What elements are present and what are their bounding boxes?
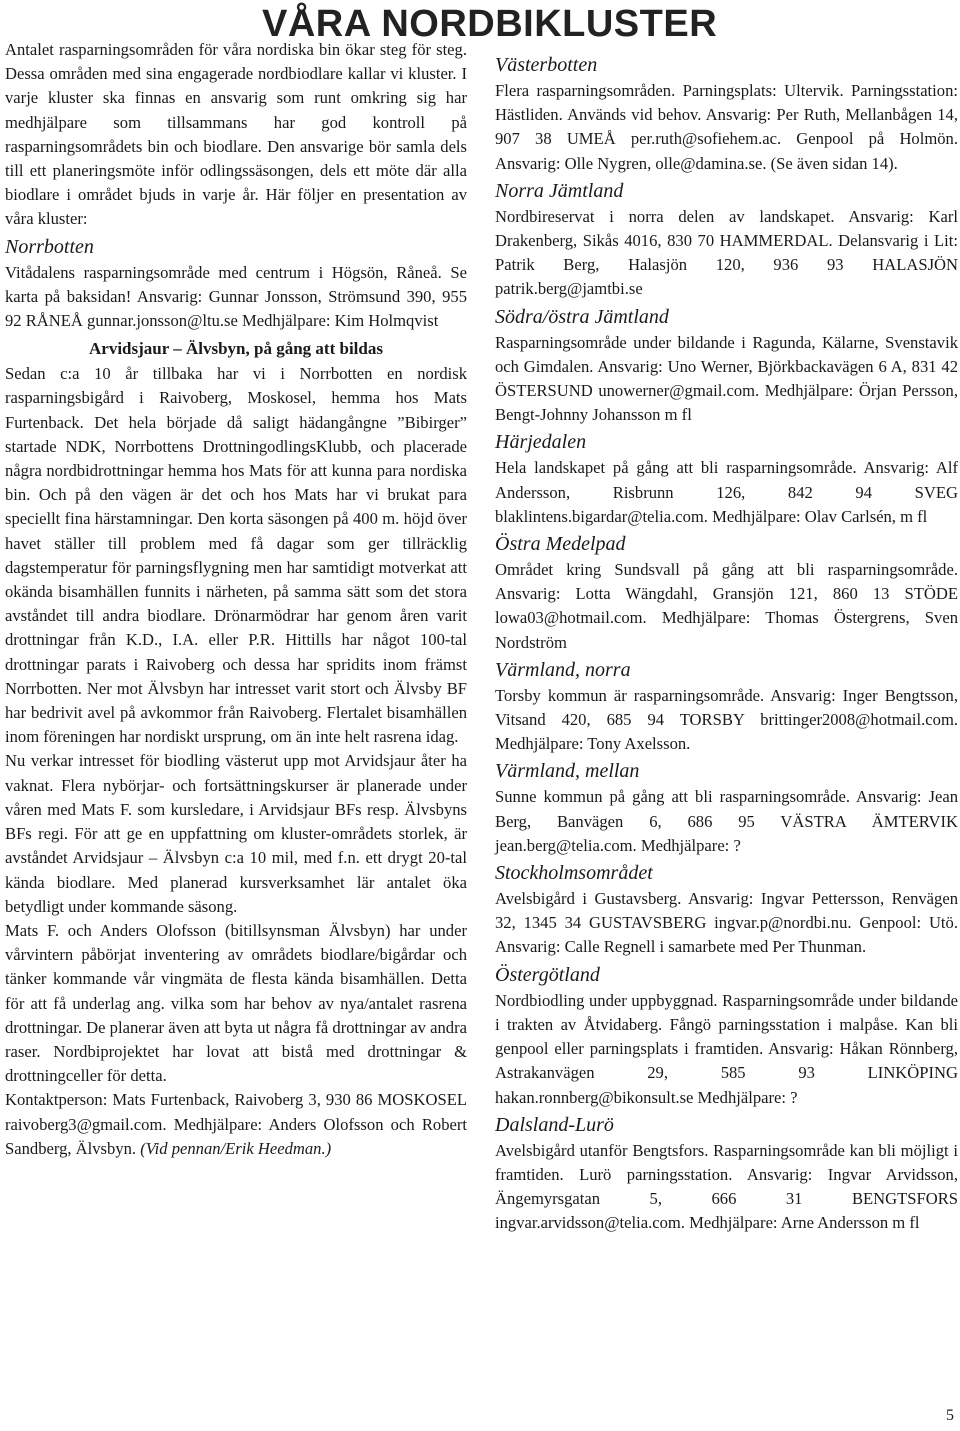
left-column xyxy=(5,38,467,1161)
inventory-paragraph: Mats F. och Anders Olofsson (bitillsynsman Älvsbyn) har under vårvintern påbörjat inventering av områdets biodlare/bigårdar och tänker kommande vår vingmäta de flesta kända bisamhällen. Detta för att få underlag ang. vilka som har behov av nya/antalet rasrena drottningar. De planerar även att byta ut några få drottningar av andra raser. Nordbiprojektet har lovat att bistå med drottningar & drottningceller för detta. xyxy=(5,920,467,1086)
section-heading-dalsland-luro: Dalsland-Lurö xyxy=(495,1113,614,1136)
section-text-ostra-medelpad: Området kring Sundsvall på gång att bli rasparningsområde. Ansvarig: Lotta Wängdahl, Gransjön 121, 860 13 STÖDE lowa03@hotmail.com. Medhjälpare: Thomas Östergrens, Sven Nordström xyxy=(495,560,958,652)
section-heading-varmland-norra: Värmland, norra xyxy=(495,658,631,681)
signature: (Vid pennan/Erik Heedman.) xyxy=(140,1138,332,1158)
section-text-varmland-mellan: Sunne kommun på gång att bli rasparningsområde. Ansvarig: Jean Berg, Banvägen 6, 686 95 VÄSTRA ÄMTERVIK jean.berg@telia.com. Medhjälpare: ? xyxy=(495,787,958,855)
section-heading-sodra-ostra-jamtland: Södra/östra Jämtland xyxy=(495,305,669,328)
section-text-harjedalen: Hela landskapet på gång att bli rasparningsområde. Ansvarig: Alf Andersson, Risbrunn 126, 842 94 SVEG blaklintens.bigardar@telia.com. Medhjälpare: Olav Carlsén, m fl xyxy=(495,458,958,526)
section-text-ostergotland: Nordbiodling under uppbyggnad. Rasparningsområde under bildande i trakten av Åtvidaberg. Fångö parningsstation i malpåse. Kan bli genpool eller parningsplats i framtiden. Ansvarig: Håkan Rönnberg, Astrakanvägen 29, 585 93 LINKÖPING hakan.ronnberg@bikonsult.se Medhjälpare: ? xyxy=(495,990,958,1107)
norrbotten-paragraph: Vitådalens rasparningsområde med centrum i Högsön, Råneå. Se karta på baksidan! Ansvarig: Gunnar Jonsson, Strömsund 390, 955 92 RÅNEÅ gunnar.jonsson@ltu.se Medhjälpare: Kim Holmqvist xyxy=(5,262,467,331)
right-column xyxy=(495,52,958,1236)
section-heading-norra-jamtland: Norra Jämtland xyxy=(495,179,624,202)
section-text-norra-jamtland: Nordbireservat i norra delen av landskapet. Ansvarig: Karl Drakenberg, Sikås 4016, 830 70 HAMMERDAL. Delansvarig i Lit: Patrik Berg, Halasjön 120, 936 93 HALASJÖN patrik.berg@jamtbi.se xyxy=(495,206,958,299)
intro-paragraph: Antalet rasparningsområden för våra nordiska bin ökar steg för steg. Dessa områden med sina engagerade nordbiodlare kallar vi kluster. I varje kluster ska finnas en ansvarig som runt omkring sig har medhjälpare som tillsammans har god kontroll på rasparningsområdets bin och biodlare. Den ansvarige bör samla dels till ett planeringsmöte inför odlingssäsongen, dels ett möte där alla biodlare i området bjuds in varje år. Här följer en presentation av våra kluster: xyxy=(5,40,467,229)
section-text-vasterbotten: Flera rasparningsområden. Parningsplats: Ultervik. Parningsstation: Hästliden. Används vid behov. Ansvarig: Per Ruth, Mellanbågen 14, 907 38 UMEÅ per.ruth@sofiehem.ac. Genpool på Holmön. Ansvarig: Olle Nygren, olle@damina.se. (Se även sidan 14). xyxy=(495,81,958,173)
section-heading-ostergotland: Östergötland xyxy=(495,963,600,986)
norrbotten-heading: Norrbotten xyxy=(5,235,94,258)
section-heading-stockholmsomradet: Stockholmsområdet xyxy=(495,862,653,885)
section-text-dalsland-luro: Avelsbigård utanför Bengtsfors. Rasparningsområde kan bli möjligt i framtiden. Lurö parningsstation. Ansvarig: Ingvar Arvidsson, Ängemyrsgatan 5, 666 31 BENGTSFORS ingvar.arvidsson@telia.com. Medhjälpare: Arne Andersson m fl xyxy=(495,1140,958,1233)
section-heading-ostra-medelpad: Östra Medelpad xyxy=(495,533,626,556)
page-number: 5 xyxy=(946,1407,954,1424)
contact-text: Kontaktperson: Mats Furtenback, Raivoberg 3, 930 86 MOSKOSEL raivoberg3@gmail.com. Medhjälpare: Anders Olofsson och Robert Sandberg, Älvsbyn. xyxy=(5,1090,467,1158)
page-title: VÅRA NORDBIKLUSTER xyxy=(262,3,718,45)
section-heading-varmland-mellan: Värmland, mellan xyxy=(495,760,640,783)
contact-paragraph xyxy=(5,1088,467,1161)
section-heading-vasterbotten: Västerbotten xyxy=(495,54,598,76)
section-heading-harjedalen: Härjedalen xyxy=(495,431,587,454)
raivoberg-paragraph: Sedan c:a 10 år tillbaka har vi i Norrbotten en nordisk rasparningsbigård i Raivoberg, Moskosel, hemma hos Mats Furtenback. Det hela började då saligt hädangångne ”Bibirger” startade NDK, Norrbottens DrottningodlingsKlubb, och placerade några nordbidrottningar hemma hos Mats för att kunna para nordiska bin. Och på den vägen är det och hos Mats har vi brukat para speciellt fina härstamningar. Den korta säsongen på 400 m. höjd över havet ställer till problem med få dagar som ger tillräcklig dagstemperatur för parningsflygning men har samtidigt motverkat att okända bisamhällen funnits i närheten, på samma sätt som det stora avståndet till andra biodlare. Drönarmödrar har genom åren varit drottningar från K.D., I.A. eller P.R. Hittills har något 100-tal drottningar parats i Raivoberg och dessa har spridits inom främst Norrbotten. Ner mot Älvsbyn har intresset varit stort och Älvsby BF har bedrivit avel på avkommor från Raivoberg. Flertalet bisamhällen inom föreningen har nordiskt ursprung, om än inte helt rasrena idag. xyxy=(5,364,467,747)
section-text-varmland-norra: Torsby kommun är rasparningsområde. Ansvarig: Inger Bengtsson, Vitsand 420, 685 94 TORSBY brittinger2008@hotmail.com. Medhjälpare: Tony Axelsson. xyxy=(495,685,958,754)
section-text-stockholmsomradet: Avelsbigård i Gustavsberg. Ansvarig: Ingvar Pettersson, Renvägen 32, 1345 34 GUSTAVSBERG ingvar.p@nordbi.nu. Genpool: Utö. Ansvarig: Calle Regnell i samarbete med Per Thunman. xyxy=(495,889,958,957)
arvidsjaur-paragraph: Nu verkar intresset för biodling västerut upp mot Arvidsjaur åter ha vaknat. Flera nybörjar- och fortsättningskurser är planerade under våren med Mats F. som kursledare, i Arvidsjaur BFs resp. Älvsbyns BFs regi. För att ge en uppfattning om kluster-områdets storlek, är avståndet Arvidsjaur – Älvsbyn c:a 10 mil, med f.n. ett drygt 20-tal kända biodlare. Med planerad kursverksamhet lär antalet öka betydligt under kommande säsong. xyxy=(5,751,467,916)
arvidsjaur-heading: Arvidsjaur – Älvsbyn, på gång att bildas xyxy=(89,339,383,359)
section-text-sodra-ostra-jamtland: Rasparningsområde under bildande i Ragunda, Kälarne, Svenstavik och Gimdalen. Ansvarig: Uno Werner, Björkbackavägen 6 A, 831 42 ÖSTERSUND unowerner@gmail.com. Medhjälpare: Örjan Persson, Bengt-Johnny Johansson m fl xyxy=(495,332,958,425)
